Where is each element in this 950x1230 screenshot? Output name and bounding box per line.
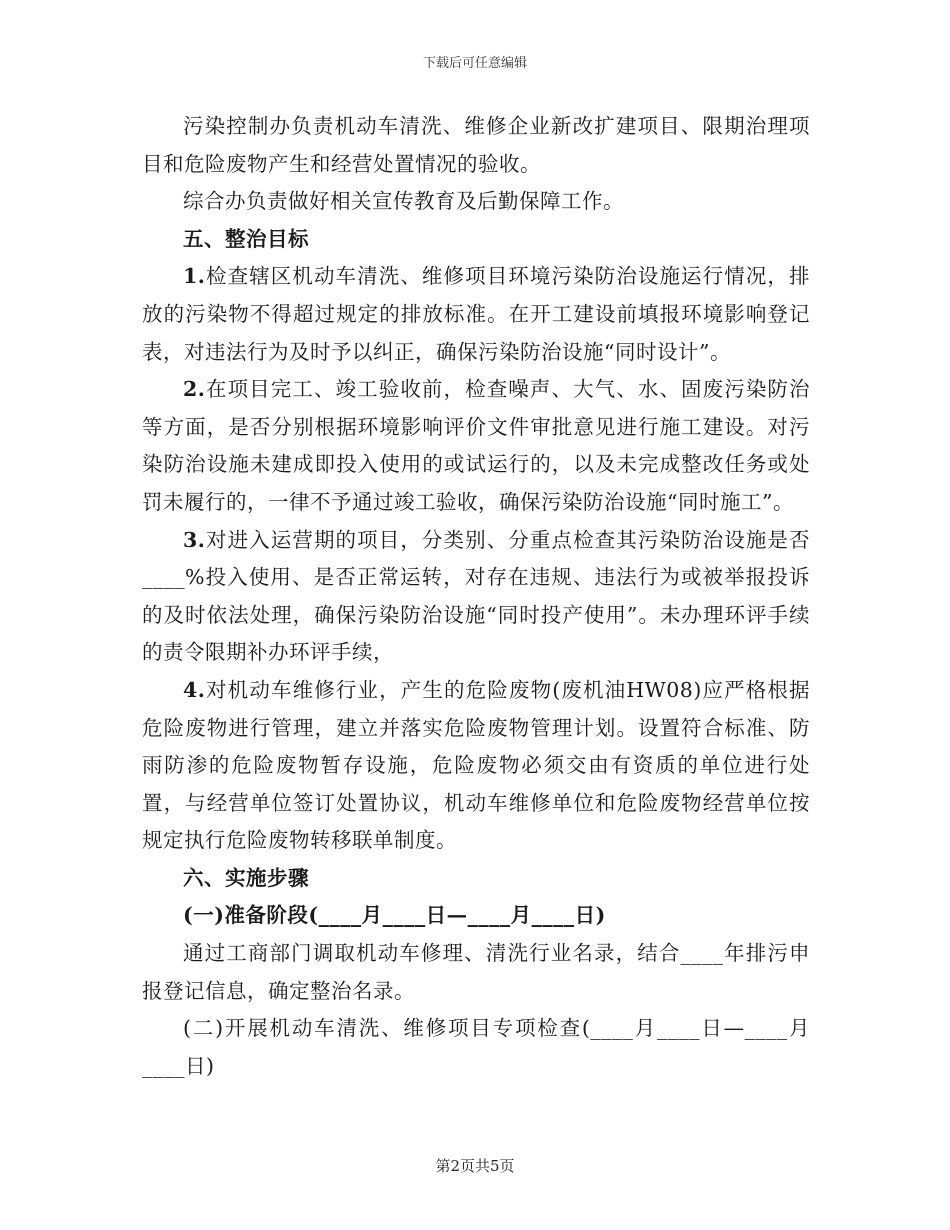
paragraph-preparation: 通过工商部门调取机动车修理、清洗行业名录，结合____年排污申报登记信息，确定整治名录。 xyxy=(142,941,810,1003)
page-header: 下载后可任意编辑 xyxy=(422,56,527,71)
goal-text: 对进入运营期的项目，分类别、分重点检查其污染防治设施是否____%投入使用、是否正常运转，对存在违规、违法行为或被举报投诉的及时依法处理，确保污染防治设施“同时投产使用”。未办理环评手续的责令限期补办环评手续， xyxy=(142,527,810,665)
section-heading-steps: 六、实施步骤 xyxy=(183,865,309,890)
paragraph-general-office: 综合办负责做好相关宣传教育及后勤保障工作。 xyxy=(183,189,624,214)
goal-number: 1. xyxy=(183,264,206,289)
section-heading-goals: 五、整治目标 xyxy=(183,226,309,251)
document-body xyxy=(142,108,810,1085)
goal-text: 在项目完工、竣工验收前，检查噪声、大气、水、固废污染防治等方面，是否分别根据环境影响评价文件审批意见进行施工建设。对污染防治设施未建成即投入使用的或试运行的，以及未完成整改任务或处罚未履行的，一律不予通过竣工验收，确保污染防治设施“同时施工”。 xyxy=(142,377,810,514)
subheading-preparation: (一)准备阶段(____月____日—____月____日) xyxy=(183,903,606,928)
goal-item-3 xyxy=(142,522,810,672)
goal-item-4 xyxy=(142,672,810,860)
page-footer: 第2页共5页 xyxy=(435,1157,515,1175)
goal-text: 检查辖区机动车清洗、维修项目环境污染防治设施运行情况，排放的污染物不得超过规定的排放标准。在开工建设前填报环境影响登记表，对违法行为及时予以纠正，确保污染防治设施“同时设计”。 xyxy=(142,264,810,364)
subheading-inspection: (二)开展机动车清洗、维修项目专项检查(____月____日—____月____日) xyxy=(142,1016,810,1078)
goal-number: 4. xyxy=(183,677,206,702)
goal-item-2 xyxy=(142,371,810,521)
goal-number: 3. xyxy=(183,527,206,552)
goal-item-1 xyxy=(142,258,810,371)
goal-text: 对机动车维修行业，产生的危险废物(废机油HW08)应严格根据危险废物进行管理，建立并落实危险废物管理计划。设置符合标准、防雨防渗的危险废物暂存设施，危险废物必须交由有资质的单位进行处置，与经营单位签订处置协议，机动车维修单位和危险废物经营单位按规定执行危险废物转移联单制度。 xyxy=(142,677,810,853)
paragraph-pollution-office: 污染控制办负责机动车清洗、维修企业新改扩建项目、限期治理项目和危险废物产生和经营处置情况的验收。 xyxy=(142,114,810,176)
goal-number: 2. xyxy=(183,377,206,402)
